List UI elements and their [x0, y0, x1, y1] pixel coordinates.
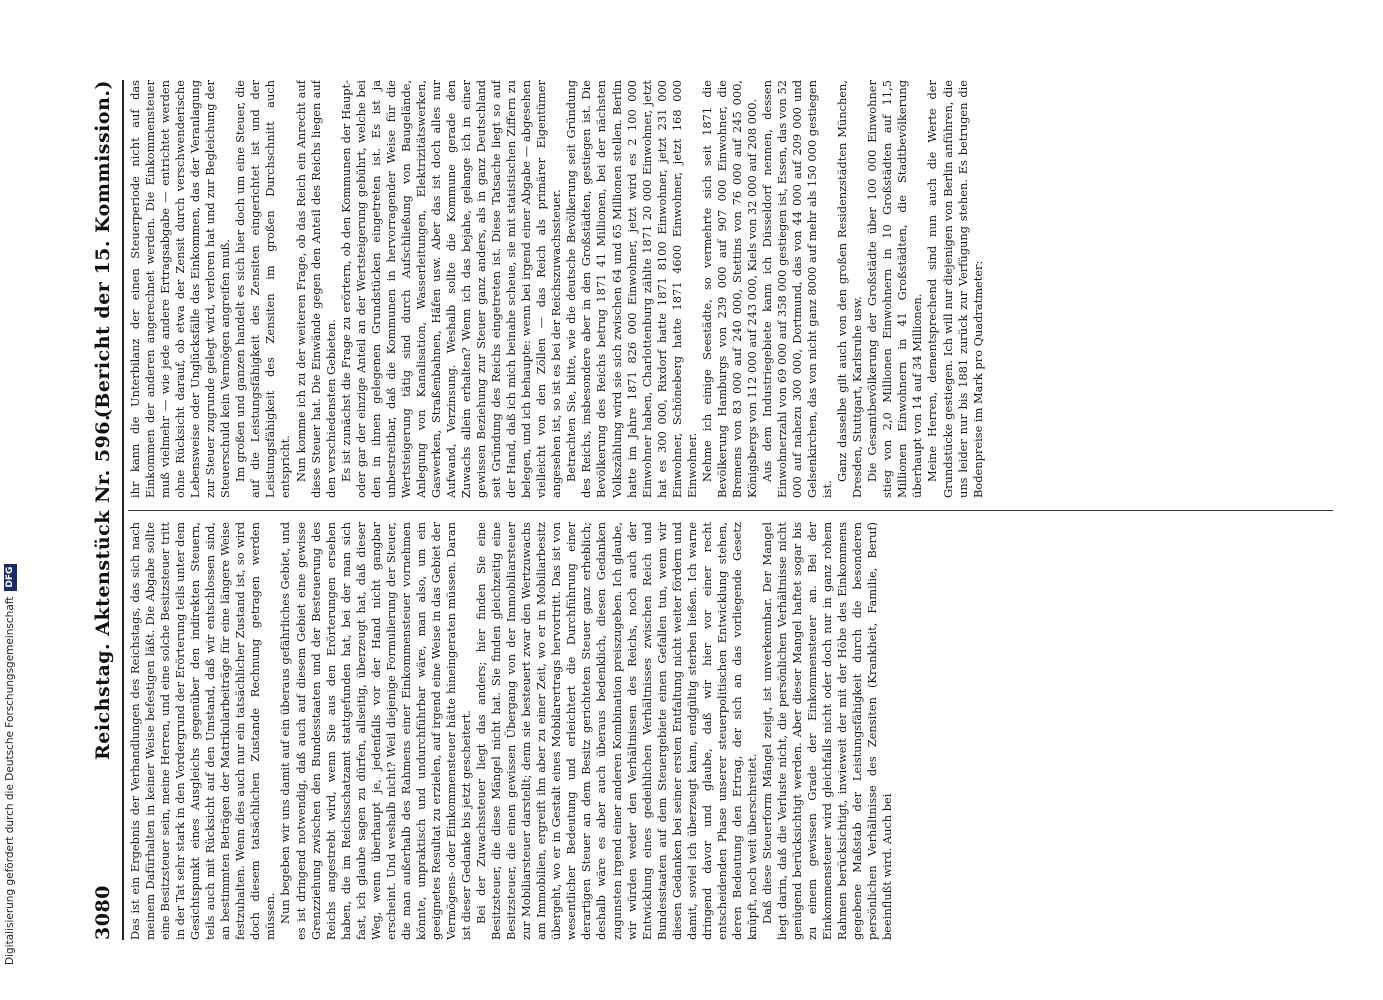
right-column: [128, 80, 1333, 498]
digitization-credit: [2, 0, 18, 1000]
running-header: [88, 80, 122, 940]
paragraph: Betrachten Sie, bitte, wie die deutsche Bevölkerung seit Gründung des Reichs, insbesondere aber in den Großstädten, gestiegen ist. Die Bevölkerung des Reichs betrug 1871 41 Millionen, bei der nächsten Volkszählung wird sie sich zwischen 64 und 65 Millionen stellen. Berlin hatte im Jahre 1871 826 000 Einwohner, jetzt wird es 2 100 000 Einwohner haben, Charlottenburg zählte 1871 20 000 Einwohner, jetzt hat es 300 000, Rixdorf hatte 1871 8100 Einwohner, jetzt 231 000 Einwohner, Schöneberg hatte 1871 4600 Einwohner, jetzt 168 000 Einwohner.: [564, 80, 699, 498]
paragraph: Ganz dasselbe gilt auch von den großen Residenzstädten München, Dresden, Stuttgart, Karlsruhe usw.: [835, 80, 865, 498]
header-title: Reichstag. Aktenstück Nr. 596.: [92, 413, 114, 760]
credit-text: Digitalisierung gefördert durch die Deutsche Forschungsgemeinschaft: [4, 596, 16, 965]
dfg-logo-icon: DFG: [4, 564, 17, 591]
paragraph: Nun begeben wir uns damit auf ein überaus gefährliches Gebiet, und es ist dringend notwendig, daß auch auf diesem Gebiet eine gewisse Grenzziehung zwischen den Bundesstaaten und der Besteuerung des Reichs angestrebt wird, wenn Sie aus den Erörterungen ersehen haben, die im Reichsschatzamt stattgefunden hat, bei der man sich fast, ich glaube sagen zu dürfen, allseitig, überzeugt hat, daß dieser Weg, wenn überhaupt je, jedenfalls vor der Hand nicht gangbar erscheint. Und weshalb nicht? Weil diejenige Formulierung der Steuer, die man außerhalb des Rahmens einer Einkommensteuer vornehmen könnte, unpraktisch und undurchführbar wäre, man also, um ein geeignetes Resultat zu erzielen, auf irgend eine Weise in das Gebiet der Vermögens- oder Einkommensteuer hätte hineingeraten müssen. Daran ist dieser Gedanke bis jetzt gescheitert.: [278, 522, 474, 940]
credit-text-strip: [2, 0, 18, 985]
paragraph: ihr kann die Unterbilanz der einen Steuerperiode nicht auf das Einkommen der anderen angerechnet werden. Die Einkommensteuer muß vielmehr — wie jede andere Ertragsabgabe — entrichtet werden ohne Rücksicht darauf, ob etwa der Zensit durch verschwenderische Lebensweise oder Unglücksfälle das Einkommen, das der Veranlagung zur Steuer zugrunde gelegt wird, verloren hat und zur Begleichung der Steuerschuld kein Vermögen angreifen muß.: [128, 80, 233, 498]
paragraph: Die Gesamtbevölkerung der Großstädte über 100 000 Einwohner stieg von 2,0 Millionen Einwohnern in 10 Großstädten auf 11,5 Millionen Einwohnern in 41 Großstädten, die Stadtbevölkerung überhaupt von 14 auf 34 Millionen.: [865, 80, 925, 498]
paragraph: Aus dem Industriegebiete kann ich Düsseldorf nennen, dessen Einwohnerzahl von 69 000 auf 358 000 gestiegen ist, Essen, das von 52 000 auf nahezu 300 000, Dortmund, das von 44 000 auf 209 000 und Gelsenkirchen, das von nicht ganz 8000 auf mehr als 150 000 gestiegen ist.: [759, 80, 835, 498]
paragraph: Bei der Zuwachssteuer liegt das anders; hier finden Sie eine Besitzsteuer, die diese Mängel nicht hat. Sie finden gleichzeitig eine Besitzsteuer, die einen gewissen Übergang von der Immobiliarsteuer zur Mobiliarsteuer darstellt; denn sie besteuert zwar den Wertzuwachs am Immobilien, ergreift ihn aber zu einer Zeit, wo er in Mobiliarbesitz übergeht, wo er in Gestalt eines Mobilarertrags hervortritt. Das ist von wesentlicher Bedeutung und erleichtert die Durchführung einer derartigen Steuer an dem Besitz gerichteten Steuer ganz erheblich; deshalb wäre es aber auch überaus bedenklich, diesen Gedanken zugunsten irgend einer anderen Kombination preiszugeben. Ich glaube, wir würden weder den Verhältnissen des Reichs, noch auch der Entwicklung eines gedeihlichen Verhältnisses zwischen Reich und Bundesstaaten auf dem Steuergebiete einen Gefallen tun, wenn wir diesen Gedanken bei seiner ersten Entfaltung nicht weiter fördern und damit, soviel ich überzeugt kann, endgültig sterben ließen. Ich warne dringend davor und glaube, daß wir hier vor einer recht entscheidenden Phase unserer steuerpolitischen Entwicklung stehen, deren Bedeutung den Ertrag, der sich an das vorliegende Gesetz knüpft, noch weit überschreitet.: [474, 522, 759, 940]
rotated-page-content: [88, 80, 1333, 940]
page-number: 3080: [92, 885, 114, 940]
paragraph: Im großen und ganzen handelt es sich hier doch um eine Steuer, die auf die Leistungsfähigkeit des Zensiten eingerichtet ist und der Leistungsfähigkeit des Zensiten im großen Durchschnitt auch entspricht.: [233, 80, 293, 498]
paragraph: Es ist zunächst die Frage zu erörtern, ob den Kommunen der Haupt- oder gar der einzige Anteil an der Wertsteigerung gebührt, welche bei den in ihnen gelegenen Grundstücken eingetreten ist. Es ist ja unbestreitbar, daß die Kommunen in hervorragender Weise für die Wertsteigerung tätig sind durch Aufschließung von Baugelände, Anlegung von Kanalisation, Wasserleitungen, Elektrizitätswerken, Gaswerken, Straßenbahnen, Häfen usw. Aber das ist doch alles nur Aufwand, Verzinsung. Weshalb sollte die Kommune gerade den Zuwachs allein erhalten? Wenn ich das bejahe, gelange ich in einer gewissen Beziehung zur Steuer ganz anders, als in ganz Deutschland seit Gründung des Reichs eingetreten ist. Diese Tatsache liegt so auf der Hand, daß ich mich beinahe scheue, sie mit statistischen Ziffern zu belegen, und ich behaupte: wenn bei irgend einer Abgabe — abgesehen vielleicht von den Zöllen — das Reich als primärer Eigentümer angesehen ist, so ist es bei der Reichszuwachssteuer.: [338, 80, 564, 498]
left-column: [128, 522, 1333, 940]
column-divider: [128, 510, 1333, 511]
text-columns: [128, 80, 1333, 940]
paragraph: Nun komme ich zu der weiteren Frage, ob das Reich ein Anrecht auf diese Steuer hat. Die Einwände gegen den Anteil des Reichs liegen auf den verschiedensten Gebieten.: [293, 80, 338, 498]
paragraph: Das ist ein Ergebnis der Verhandlungen des Reichstags, das sich nach meinem Dafürhalten in keiner Weise befestigen läßt. Die Abgabe sollte eine Besitzsteuer sein, meine Herren, und eine solche Besitzsteuer tritt in der Tat sehr stark in den Vordergrund der Erörterung teils unter dem Gesichtspunkt eines Ausgleichs gegenüber den indirekten Steuern, teils auch mit Rücksicht auf den Umstand, daß wir entschlossen sind, an bestimmten Beträgen der Matrikularbeiträge für eine längere Weise festzuhalten. Wenn dies auch nur ein tatsächlicher Zustand ist, so wird doch diesem tatsächlichen Zustande Rechnung getragen werden müssen.: [128, 522, 278, 940]
paragraph: Nehme ich einige Seestädte, so vermehrte sich seit 1871 die Bevölkerung Hamburgs von 239 000 auf 907 000 Einwohner, die Bremens von 83 000 auf 240 000, Stettins von 76 000 auf 245 000, Königsbergs von 112 000 auf 243 000, Kiels von 32 000 auf 208 000.: [699, 80, 759, 498]
header-section: (Bericht der 15. Kommission.): [92, 80, 114, 419]
document-page: [88, 80, 1338, 940]
paragraph: Daß diese Steuerform Mängel zeigt, ist unverkennbar. Der Mangel liegt darin, daß die Verluste nicht, die persönlichen Verhältnisse nicht genügend berücksichtigt werden. Aber dieser Mangel haftet sogar bis zu einem gewissen Grade der Einkommensteuer an. Bei der Einkommensteuer wird gleichfalls nicht oder doch nur in ganz rohem Rahmen berücksichtigt, inwieweit der mit der Höhe des Einkommens gegebene Maßstab der Leistungsfähigkeit durch die besonderen persönlichen Verhältnisse des Zensiten (Krankheit, Familie, Beruf) beeinflußt wird. Auch bei: [759, 522, 895, 940]
header-rule: [122, 80, 124, 940]
paragraph: Meine Herren, dementsprechend sind nun auch die Werte der Grundstücke gestiegen. Ich will nur diejenigen von Berlin anführen, die uns leider nur bis 1881 zurück zur Verfügung stehen. Es betrugen die Bodenpreise im Mark pro Quadratmeter:: [925, 80, 985, 498]
